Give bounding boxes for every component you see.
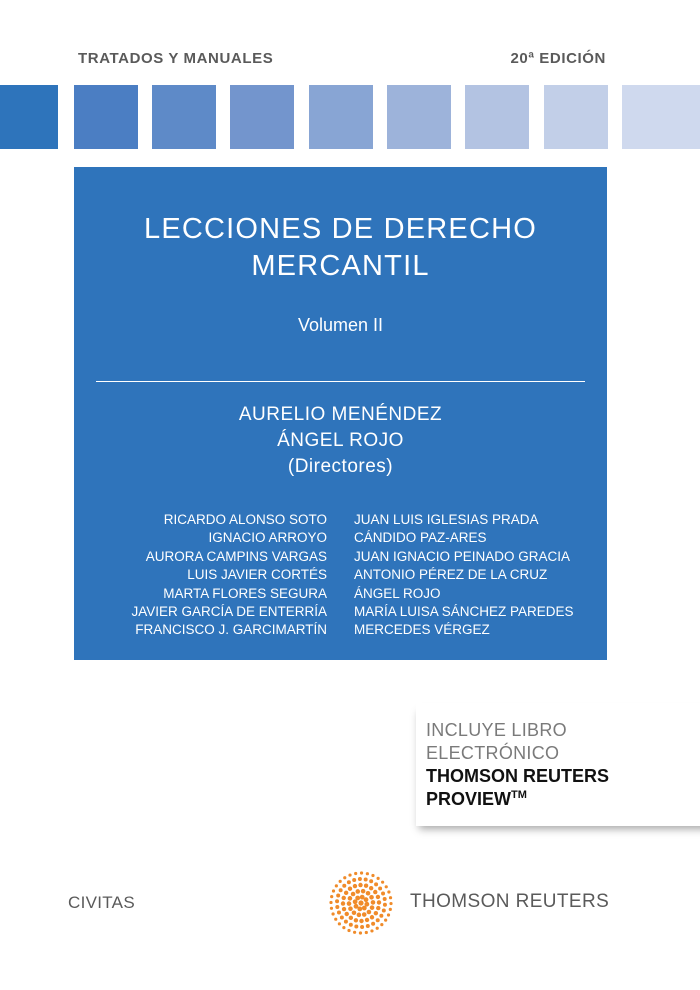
logo-dot (376, 918, 380, 922)
author-name: JAVIER GARCÍA DE ENTERRÍA (131, 604, 327, 620)
logo-dot (376, 895, 380, 899)
color-swatch (230, 85, 294, 149)
author-name: JUAN LUIS IGLESIAS PRADA (354, 512, 539, 527)
logo-dot (382, 908, 386, 912)
logo-dot (374, 882, 378, 886)
logo-dot (329, 901, 332, 904)
logo-dot (353, 931, 356, 934)
logo-dot (344, 920, 348, 924)
logo-dot (334, 918, 337, 921)
authors-left-column (74, 511, 327, 640)
color-swatch (544, 85, 608, 149)
authors-right-column (354, 511, 614, 640)
logo-dot (376, 906, 380, 910)
ebook-badge (416, 703, 700, 826)
logo-dot (358, 900, 363, 905)
logo-dot (355, 896, 360, 901)
logo-dot (342, 926, 345, 929)
publisher-name: CIVITAS (68, 893, 135, 912)
logo-dot (389, 902, 392, 905)
logo-dot (387, 890, 390, 893)
logo-dot (347, 880, 351, 884)
logo-dot (348, 906, 353, 911)
logo-dot (364, 877, 368, 881)
logo-dot (364, 884, 368, 888)
logo-dot (342, 884, 346, 888)
logo-dot (352, 878, 356, 882)
logo-dot (342, 896, 346, 900)
series-name: TRATADOS Y MANUALES (78, 50, 274, 67)
logo-dot (378, 886, 382, 890)
logo-dot (366, 872, 369, 875)
logo-dot (360, 925, 364, 929)
trademark-mark: TM (511, 789, 527, 801)
logo-dot (362, 912, 367, 917)
author-name: LUIS JAVIER CORTÉS (187, 567, 327, 583)
logo-dot (369, 886, 373, 890)
logo-dot (389, 896, 392, 899)
logo-dot (377, 877, 380, 880)
logo-dot (379, 914, 383, 918)
logo-dot (365, 918, 369, 922)
logo-dot (348, 896, 353, 901)
logo-dot (339, 880, 342, 883)
logo-dot (358, 883, 362, 887)
ebook-brand: THOMSON REUTERS (426, 766, 610, 786)
author-name: MERCEDES VÉRGEZ (354, 622, 490, 638)
edition-label: 20ª EDICIÓN (510, 50, 606, 67)
color-swatch (387, 85, 451, 149)
logo-dot (367, 910, 372, 915)
logo-dot (344, 891, 348, 895)
author-name: FRANCISCO J. GARCIMARTÍN (135, 622, 327, 638)
logo-dot (377, 900, 381, 904)
logo-dot (330, 907, 333, 910)
logo-dot (345, 912, 349, 916)
author-name: ANTONIO PÉREZ DE LA CRUZ (354, 567, 548, 583)
logo-dot (358, 877, 362, 881)
logo-dot (349, 923, 353, 927)
logo-dot (335, 899, 339, 903)
color-swatch (465, 85, 529, 149)
logo-dot (340, 916, 344, 920)
logo-dot (383, 897, 387, 901)
logo-dot (335, 905, 339, 909)
logo-dot (332, 889, 335, 892)
logo-dot (370, 929, 373, 932)
logo-dot (359, 919, 363, 923)
color-swatch (152, 85, 216, 149)
logo-dot (360, 871, 363, 874)
logo-dot (349, 916, 353, 920)
logo-dot (361, 889, 366, 894)
logo-dot (351, 892, 356, 897)
logo-dot (348, 887, 352, 891)
logo-dot (353, 884, 357, 888)
author-name: ÁNGEL ROJO (354, 585, 441, 601)
logo-dot (362, 906, 367, 911)
color-swatch (0, 85, 58, 149)
logo-dot (354, 904, 359, 909)
logo-dot (331, 912, 334, 915)
logo-dot (348, 873, 351, 876)
directors-block (74, 402, 607, 480)
logo-dot (383, 903, 387, 907)
color-swatch (74, 85, 138, 149)
logo-dot (357, 913, 362, 918)
logo-dot (337, 911, 341, 915)
ebook-product (426, 789, 527, 810)
author-name: CÁNDIDO PAZ-ARES (354, 530, 487, 546)
logo-dot (381, 891, 385, 895)
logo-dot (330, 895, 333, 898)
logo-dot (347, 901, 352, 906)
logo-dot (341, 901, 345, 905)
directors-role: (Directores) (287, 456, 394, 477)
ebook-product-name: PROVIEW (426, 789, 512, 809)
author-name: RICARDO ALONSO SOTO (163, 512, 327, 527)
logo-dot (364, 897, 369, 902)
logo-dot (376, 927, 379, 930)
logo-dot (371, 922, 375, 926)
logo-dot (381, 881, 384, 884)
logo-dot (359, 931, 362, 934)
logo-dot (365, 931, 368, 934)
author-name: JUAN IGNACIO PEINADO GRACIA (354, 548, 571, 564)
thomson-reuters-dots-icon (327, 869, 395, 937)
color-swatch (309, 85, 373, 149)
volume-label: Volumen II (297, 315, 384, 335)
logo-dot (335, 884, 338, 887)
author-name: IGNACIO ARROYO (208, 530, 327, 546)
logo-dot (354, 918, 358, 922)
ebook-line: INCLUYE LIBRO (426, 720, 567, 740)
logo-dot (354, 925, 358, 929)
title-panel (74, 167, 607, 660)
book-title-line: LECCIONES DE DERECHO (143, 213, 537, 245)
brand-name: THOMSON REUTERS (410, 891, 610, 912)
logo-dot (373, 890, 377, 894)
logo-dot (371, 900, 376, 905)
logo-dot (338, 922, 341, 925)
book-title (74, 211, 607, 285)
logo-dot (339, 888, 343, 892)
logo-dot (374, 911, 378, 915)
logo-dot (384, 919, 387, 922)
logo-dot (387, 913, 390, 916)
divider (96, 381, 585, 382)
director-name: AURELIO MENÉNDEZ (238, 404, 443, 425)
logo-dot (366, 891, 371, 896)
logo-dot (385, 885, 388, 888)
logo-dot (354, 872, 357, 875)
author-name: MARTA FLORES SEGURA (163, 585, 327, 601)
logo-dot (389, 908, 392, 911)
logo-dot (336, 894, 340, 898)
ebook-line: ELECTRÓNICO (426, 743, 560, 763)
logo-dot (347, 929, 350, 932)
logo-dot (369, 895, 374, 900)
logo-dot (371, 874, 374, 877)
logo-dot (370, 915, 374, 919)
book-title-line: MERCANTIL (251, 250, 430, 282)
logo-dot (342, 907, 346, 911)
color-swatch (622, 85, 700, 149)
logo-dot (369, 879, 373, 883)
logo-dot (352, 910, 357, 915)
logo-dot (370, 905, 375, 910)
logo-dot (355, 889, 360, 894)
logo-dot (366, 924, 370, 928)
author-name: MARÍA LUISA SÁNCHEZ PAREDES (354, 604, 574, 620)
logo-dot (380, 923, 383, 926)
author-name: AURORA CAMPINS VARGAS (145, 548, 327, 564)
logo-dot (343, 876, 346, 879)
director-name: ÁNGEL ROJO (277, 430, 404, 451)
